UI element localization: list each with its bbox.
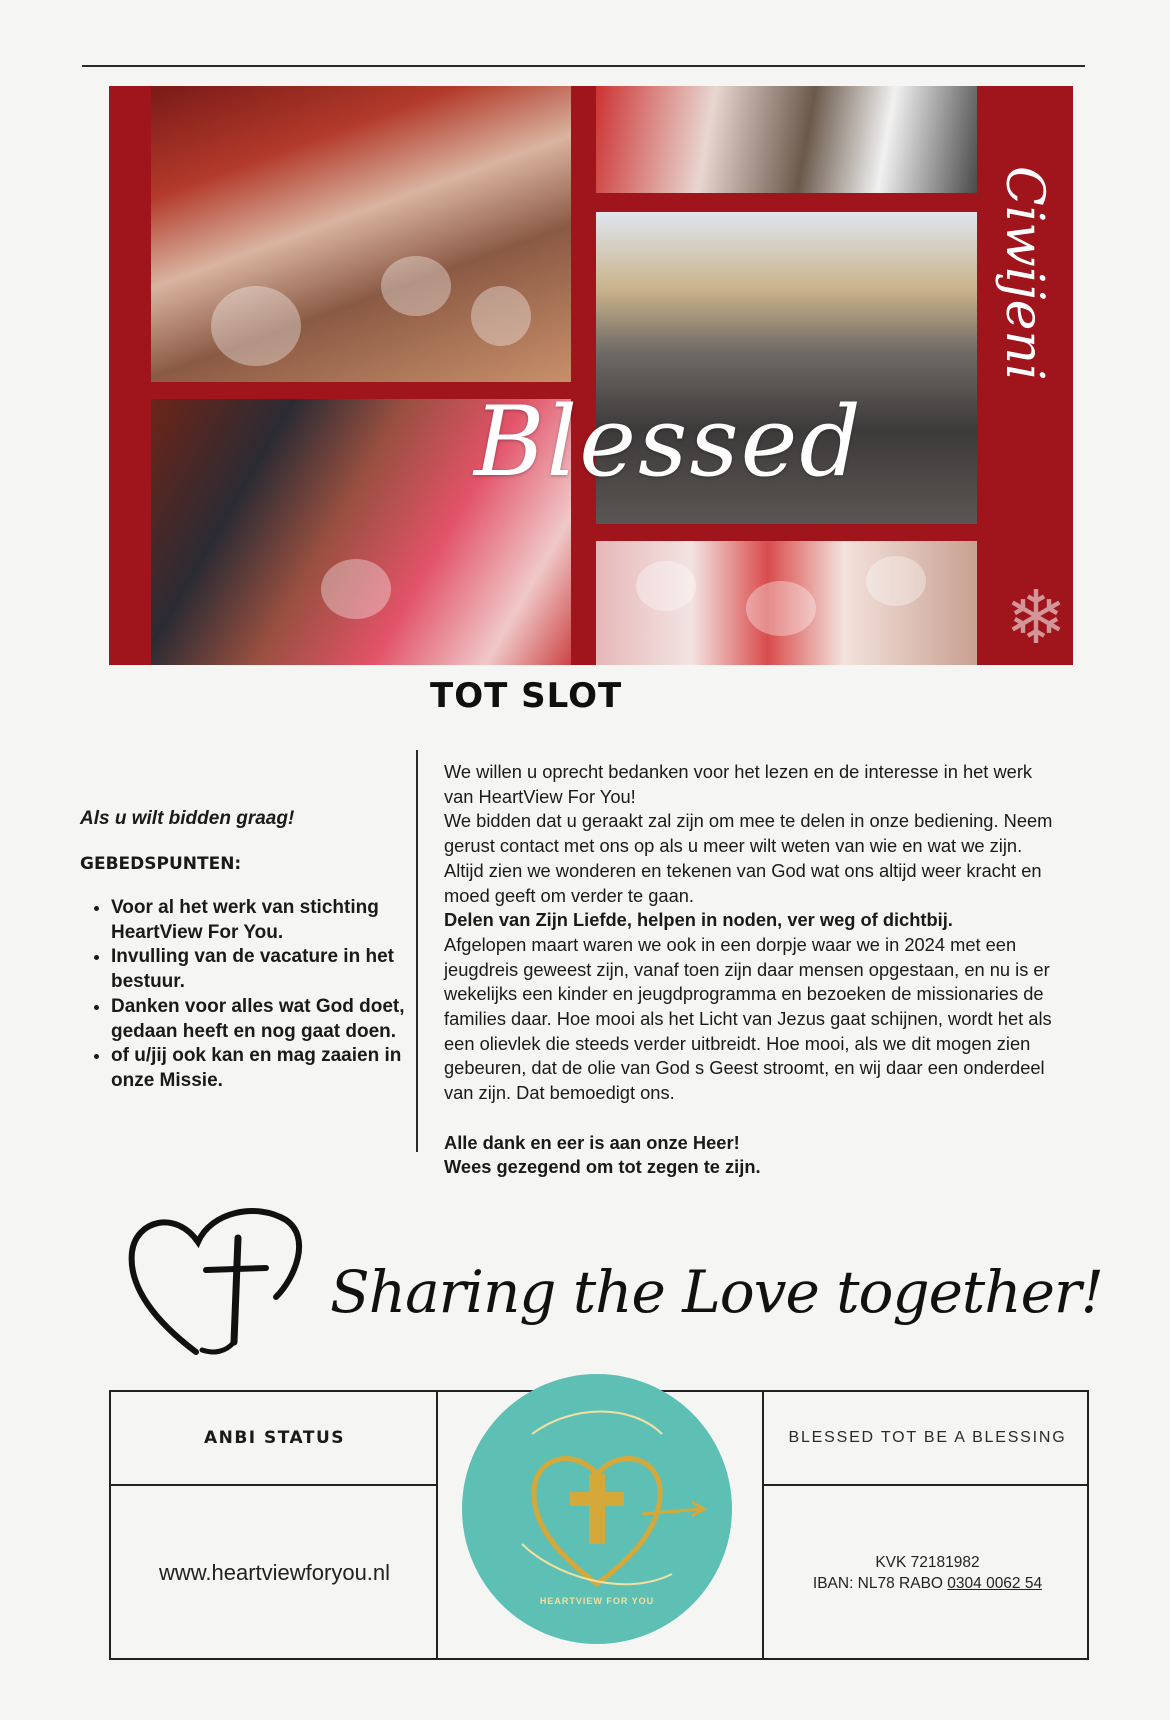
- heart-cross-icon: [126, 1202, 306, 1362]
- paragraph-prayer: We bidden dat u geraakt zal zijn om mee te delen in onze bediening. Neem gerust contact met ons op als u meer wilt weten van wie en wat we zijn.: [444, 810, 1053, 857]
- photo-child-bags: [596, 86, 977, 193]
- paragraph-wonders: Altijd zien we wonderen en tekenen van God wat ons altijd weer kracht en moed geeft om verder te gaan.: [444, 859, 1042, 906]
- slogan-script: Sharing the Love together!: [330, 1258, 1103, 1326]
- heartview-logo: [462, 1374, 732, 1644]
- logo-name-text: HEARTVIEW FOR YOU: [539, 1596, 655, 1606]
- snowflake-icon: ❄: [1004, 576, 1067, 659]
- message-column: [444, 760, 1064, 1180]
- photo-gift-bags-pile: [596, 541, 977, 665]
- bank-details: [766, 1486, 1089, 1660]
- list-item: • Invulling van de vacature in het bestuur.: [111, 945, 418, 994]
- website-link[interactable]: www.heartviewforyou.nl: [158, 1560, 391, 1585]
- blessed-overlay-text: Blessed: [474, 386, 863, 498]
- iban-number[interactable]: 0304 0062 54: [947, 1575, 1043, 1592]
- prayer-list: [80, 896, 418, 1094]
- closing-line-1: Alle dank en eer is aan onze Heer!: [444, 1131, 740, 1153]
- photo-collage: [109, 86, 1073, 665]
- footer-motto: BLESSED TOT BE A BLESSING: [788, 1429, 1067, 1446]
- paragraph-motto: Delen van Zijn Liefde, helpen in noden, ver weg of dichtbij.: [444, 909, 953, 931]
- table-divider: [762, 1392, 764, 1658]
- vertical-script-text: Ciwijeni: [994, 166, 1054, 381]
- anbi-status: ANBI STATUS: [203, 1428, 346, 1448]
- prayer-column: [80, 808, 418, 1094]
- closing-line-2: Wees gezegend om tot zegen te zijn.: [444, 1156, 761, 1178]
- paragraph-thanks: We willen u oprecht bedanken voor het lezen en de interesse in het werk van HeartView For You!: [444, 761, 1033, 807]
- iban-line: [813, 1573, 1042, 1594]
- prayer-label: GEBEDSPUNTEN:: [80, 854, 242, 874]
- paragraph-village: Afgelopen maart waren we ook in een dorpje waar we in 2024 met een jeugdreis geweest zijn, vanaf toen zijn daar mensen opgestaan, en nu is er wekelijks een kinder en jeugdprogramma en bezoeken de missionaries de families daar. Hoe mooi als het Licht van Jezus gaat schijnen, wordt het als een olievlek die steeds verder uitbreidt. Hoe mooi, als we dit mogen zien gebeuren, dat de olie van God s Geest stroomt, en wij daar een onderdeel van zijn. Dat bemoedigt ons.: [444, 933, 1052, 1104]
- prayer-intro: Als u wilt bidden graag!: [80, 808, 295, 829]
- list-item: • Danken voor alles wat God doet, gedaan heeft en nog gaat doen.: [111, 995, 418, 1044]
- top-rule: [82, 65, 1085, 67]
- list-item: • Voor al het werk van stichting HeartView For You.: [111, 896, 418, 945]
- kvk-number: KVK 72181982: [875, 1554, 980, 1571]
- list-item: • of u/jij ook kan en mag zaaien in onze Missie.: [111, 1044, 418, 1093]
- section-title: TOT SLOT: [430, 676, 623, 716]
- iban-prefix: IBAN: NL78 RABO: [812, 1575, 948, 1592]
- photo-family-gifts: [151, 86, 571, 382]
